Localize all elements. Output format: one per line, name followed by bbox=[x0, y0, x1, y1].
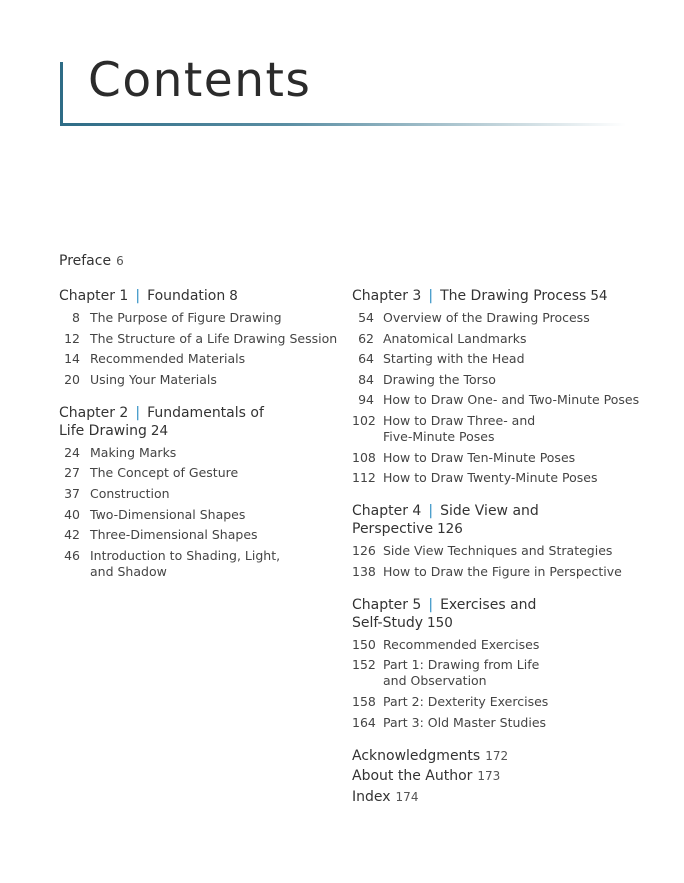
toc-entry[interactable] bbox=[59, 507, 344, 523]
backmatter-entry[interactable] bbox=[352, 767, 642, 785]
chapter-entries bbox=[352, 543, 642, 580]
toc-entry[interactable] bbox=[352, 564, 642, 580]
entry-title-line1: Introduction to Shading, Light, bbox=[90, 547, 281, 563]
chapter-block bbox=[352, 502, 642, 580]
entry-page: 20 bbox=[64, 371, 80, 387]
toc-entry[interactable] bbox=[352, 351, 642, 367]
entry-title bbox=[90, 445, 176, 461]
entry-page: 158 bbox=[352, 693, 376, 709]
entry-title bbox=[383, 564, 622, 580]
chapter-title: Foundation bbox=[147, 288, 226, 304]
entry-title bbox=[90, 465, 238, 481]
entry-page: 40 bbox=[64, 506, 80, 522]
entry-page: 8 bbox=[72, 310, 80, 325]
chapter-separator: | bbox=[135, 288, 141, 304]
entry-page: 150 bbox=[352, 636, 376, 652]
toc-entry[interactable] bbox=[352, 715, 642, 731]
chapter-block bbox=[352, 287, 642, 486]
toc-entry[interactable] bbox=[59, 351, 344, 367]
entry-title-line1: Part 1: Drawing from Life bbox=[383, 657, 540, 673]
chapter-page: 24 bbox=[150, 422, 169, 439]
chapter-entries bbox=[352, 637, 642, 731]
entry-title bbox=[90, 548, 280, 580]
chapter-label: Chapter 3 bbox=[352, 288, 422, 304]
chapter-separator: | bbox=[428, 288, 434, 304]
backmatter-page: 174 bbox=[395, 789, 419, 804]
entry-title-line1: Using Your Materials bbox=[90, 371, 217, 387]
entry-page: 94 bbox=[358, 392, 374, 408]
toc-entry[interactable] bbox=[352, 450, 642, 466]
entry-page: 102 bbox=[352, 412, 376, 428]
entry-page: 64 bbox=[358, 351, 374, 367]
entry-title bbox=[383, 310, 590, 326]
chapter-title: Fundamentals of bbox=[147, 404, 264, 421]
backmatter-label: About the Author bbox=[352, 768, 473, 785]
chapter-block bbox=[352, 596, 642, 731]
toc-entry[interactable] bbox=[59, 331, 344, 347]
backmatter-label: Index bbox=[352, 788, 391, 805]
backmatter-list bbox=[352, 747, 642, 806]
entry-title bbox=[90, 351, 245, 367]
entry-title-line1: Construction bbox=[90, 485, 170, 501]
entry-title bbox=[383, 331, 527, 347]
chapter-entries bbox=[59, 445, 344, 580]
backmatter-label: Acknowledgments bbox=[352, 747, 481, 764]
entry-page: 37 bbox=[64, 485, 80, 501]
entry-title bbox=[383, 637, 539, 653]
chapter-heading[interactable] bbox=[352, 596, 642, 632]
toc-entry[interactable] bbox=[352, 543, 642, 559]
toc-entry[interactable] bbox=[352, 637, 642, 653]
chapter-label: Chapter 5 bbox=[352, 596, 422, 613]
chapter-heading[interactable] bbox=[352, 287, 642, 305]
entry-page: 27 bbox=[64, 465, 80, 481]
entry-page: 24 bbox=[64, 444, 80, 460]
entry-title-line1: The Concept of Gesture bbox=[90, 465, 239, 481]
chapter-heading[interactable] bbox=[352, 502, 642, 538]
toc-entry[interactable] bbox=[352, 694, 642, 710]
entry-title bbox=[383, 413, 535, 445]
toc-entry[interactable] bbox=[352, 331, 642, 347]
entry-title bbox=[383, 715, 546, 731]
chapter-block bbox=[59, 287, 344, 388]
chapter-block bbox=[59, 404, 344, 580]
entry-title-line1: Two-Dimensional Shapes bbox=[90, 506, 246, 522]
toc-entry[interactable] bbox=[59, 310, 344, 326]
entry-page: 108 bbox=[352, 449, 376, 465]
entry-page: 84 bbox=[358, 371, 374, 387]
preface-label: Preface bbox=[59, 253, 112, 269]
chapter-title-line2: Self-Study bbox=[352, 614, 424, 631]
entry-page: 164 bbox=[352, 714, 376, 730]
entry-title-line1: Recommended Exercises bbox=[383, 636, 540, 652]
entry-title bbox=[90, 310, 282, 326]
chapter-page: 8 bbox=[229, 288, 238, 304]
chapter-entries bbox=[352, 310, 642, 486]
toc-right-column bbox=[352, 287, 642, 808]
chapter-page: 150 bbox=[427, 614, 453, 631]
chapter-label: Chapter 4 bbox=[352, 503, 422, 520]
toc-entry[interactable] bbox=[59, 486, 344, 502]
entry-title-line1: Part 2: Dexterity Exercises bbox=[383, 693, 549, 709]
toc-entry[interactable] bbox=[352, 413, 642, 445]
chapter-title: The Drawing Process bbox=[440, 288, 587, 304]
entry-page: 112 bbox=[352, 470, 376, 486]
chapter-heading[interactable] bbox=[59, 404, 344, 440]
entry-page: 42 bbox=[64, 527, 80, 543]
entry-title-line2: and Shadow bbox=[90, 563, 167, 579]
entry-title-line1: Drawing the Torso bbox=[383, 371, 496, 387]
backmatter-entry[interactable] bbox=[352, 788, 642, 806]
toc-entry[interactable] bbox=[59, 548, 344, 580]
entry-title-line1: Making Marks bbox=[90, 444, 177, 460]
entry-title bbox=[383, 372, 496, 388]
entry-title bbox=[383, 694, 548, 710]
preface-entry[interactable] bbox=[59, 252, 344, 270]
chapter-heading[interactable] bbox=[59, 287, 344, 305]
entry-page: 46 bbox=[64, 547, 80, 563]
chapter-label: Chapter 2 bbox=[59, 404, 129, 421]
entry-title bbox=[383, 657, 539, 689]
chapter-title: Side View and bbox=[440, 503, 539, 520]
entry-title-line1: Anatomical Landmarks bbox=[383, 330, 527, 346]
chapter-title-line2: Life Drawing bbox=[59, 422, 147, 439]
chapter-separator: | bbox=[135, 404, 141, 421]
entry-title-line1: Recommended Materials bbox=[90, 351, 246, 367]
toc-entry[interactable] bbox=[59, 372, 344, 388]
title-underline bbox=[60, 123, 626, 126]
backmatter-entry[interactable] bbox=[352, 747, 642, 765]
chapter-separator: | bbox=[428, 596, 434, 613]
entry-title bbox=[383, 543, 612, 559]
preface-page: 6 bbox=[116, 254, 124, 268]
entry-title bbox=[90, 527, 258, 543]
entry-page: 138 bbox=[352, 563, 376, 579]
entry-page: 54 bbox=[358, 310, 374, 325]
toc-entry[interactable] bbox=[352, 372, 642, 388]
entry-title bbox=[90, 331, 337, 347]
toc-entry[interactable] bbox=[352, 657, 642, 689]
toc-entry[interactable] bbox=[352, 392, 642, 408]
entry-title-line1: Starting with the Head bbox=[383, 351, 525, 367]
entry-title-line1: How to Draw Ten-Minute Poses bbox=[383, 449, 576, 465]
entry-title bbox=[383, 351, 525, 367]
entry-title-line1: Side View Techniques and Strategies bbox=[383, 543, 613, 559]
chapter-label: Chapter 1 bbox=[59, 288, 129, 304]
toc-entry[interactable] bbox=[352, 470, 642, 486]
toc-left-column bbox=[59, 252, 344, 596]
entry-title-line1: Three-Dimensional Shapes bbox=[90, 527, 258, 543]
entry-title-line1: How to Draw Three- and bbox=[383, 412, 536, 428]
entry-title bbox=[383, 392, 639, 408]
entry-title-line1: The Structure of a Life Drawing Session bbox=[90, 330, 338, 346]
entry-page: 152 bbox=[352, 657, 376, 673]
entry-title bbox=[90, 372, 217, 388]
entry-page: 14 bbox=[64, 351, 80, 367]
chapter-title: Exercises and bbox=[440, 596, 537, 613]
entry-title bbox=[90, 486, 170, 502]
entry-page: 62 bbox=[358, 330, 374, 346]
chapter-page: 126 bbox=[437, 521, 463, 538]
entry-title-line1: How to Draw the Figure in Perspective bbox=[383, 563, 622, 579]
entry-title-line1: How to Draw Twenty-Minute Poses bbox=[383, 470, 598, 486]
entry-page: 126 bbox=[352, 543, 376, 559]
toc-entry[interactable] bbox=[59, 465, 344, 481]
entry-title bbox=[90, 507, 245, 523]
toc-entry[interactable] bbox=[59, 527, 344, 543]
entry-title-line1: How to Draw One- and Two-Minute Poses bbox=[383, 392, 640, 408]
entry-title-line1: Overview of the Drawing Process bbox=[383, 310, 590, 325]
chapter-separator: | bbox=[428, 503, 434, 520]
entry-title bbox=[383, 450, 575, 466]
entry-title bbox=[383, 470, 598, 486]
chapter-title-line2: Perspective bbox=[352, 521, 434, 538]
backmatter-page: 172 bbox=[485, 748, 509, 763]
toc-entry[interactable] bbox=[352, 310, 642, 326]
entry-title-line2: and Observation bbox=[383, 673, 487, 689]
toc-entry[interactable] bbox=[59, 445, 344, 461]
chapter-page: 54 bbox=[590, 288, 608, 304]
entry-title-line1: Part 3: Old Master Studies bbox=[383, 714, 547, 730]
chapter-entries bbox=[59, 310, 344, 388]
entry-page: 12 bbox=[64, 330, 80, 346]
backmatter-page: 173 bbox=[477, 769, 501, 784]
page-title: Contents bbox=[88, 53, 312, 108]
entry-title-line1: The Purpose of Figure Drawing bbox=[90, 310, 282, 325]
entry-title-line2: Five-Minute Poses bbox=[383, 428, 495, 444]
